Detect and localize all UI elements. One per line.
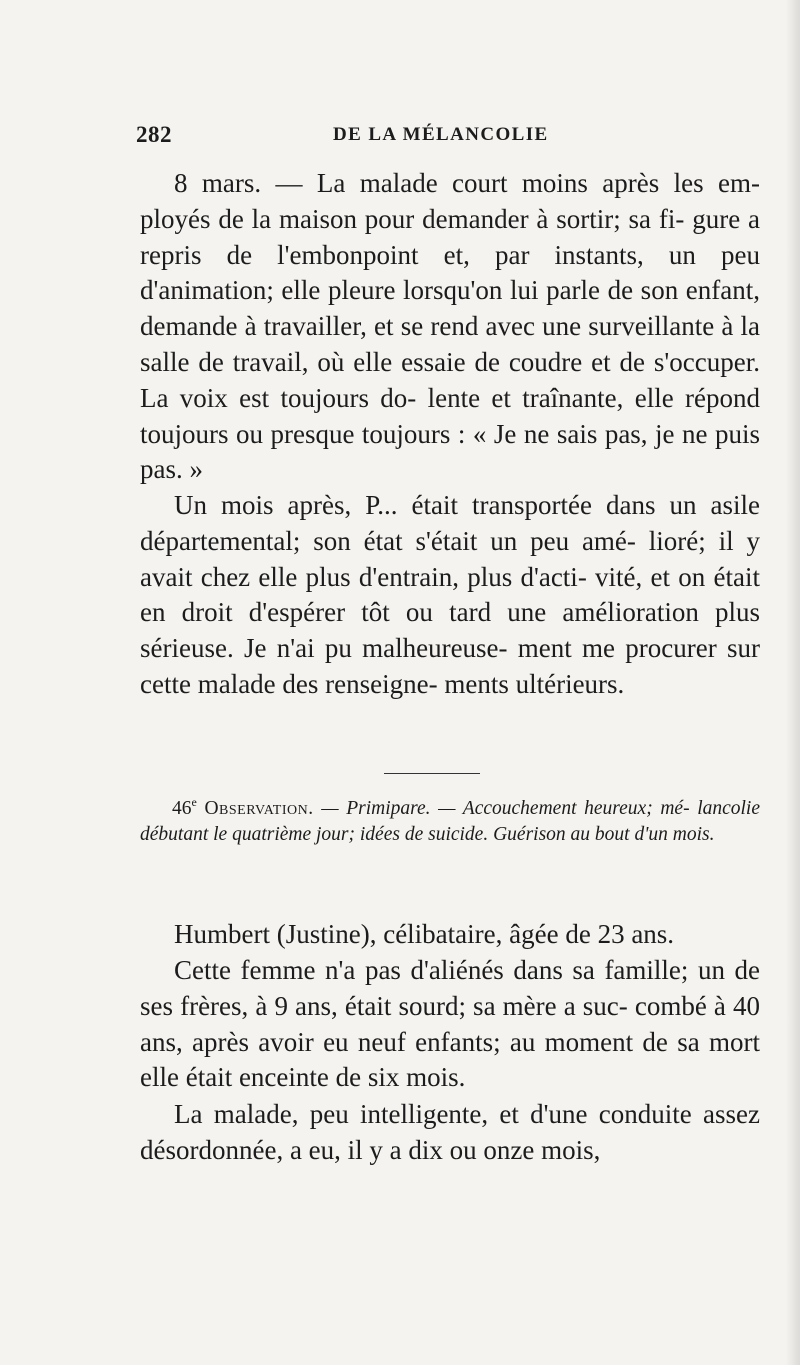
paragraph-patient-conduct: La malade, peu intelligente, et d'une conduite assez désordonnée, a eu, il y a dix ou onze mois,	[140, 1099, 760, 1165]
paragraph-patient-identity: Humbert (Justine), célibataire, âgée de 23 ans.	[174, 919, 675, 949]
page-header	[136, 122, 756, 154]
paragraph-family-history: Cette femme n'a pas d'aliénés dans sa famille; un de ses frères, à 9 ans, était sourd; sa mère a suc- combé à 40 ans, après avoir eu neuf enfants; au moment de sa mort elle était enceinte de six mois.	[140, 955, 760, 1093]
running-title: DE LA MÉLANCOLIE	[333, 124, 549, 145]
paragraph-one-month-later: Un mois après, P... était transportée dans un asile départemental; son état s'était un peu amé- lioré; il y avait chez elle plus d'entrain, plus d'acti- vité, et on était en droit d'espérer tôt ou tard une amélioration plus sérieuse. Je n'ai pu malheureuse- ment me procurer sur cette malade des renseigne- ments ultérieurs.	[140, 490, 760, 699]
page-number: 282	[136, 122, 172, 147]
observation-number: 46	[172, 798, 192, 819]
observation-summary: — Primipare. — Accouchement heureux; mé- lancolie débutant le quatrième jour; idées de suicide. Guérison au bout d'un mois.	[140, 798, 761, 845]
observation-label: Observation.	[204, 798, 314, 819]
section-divider	[384, 773, 480, 774]
page-edge-shadow	[786, 0, 800, 1365]
paragraph-march-8: 8 mars. — La malade court moins après les em- ployés de la maison pour demander à sortir; sa fi- gure a repris de l'embonpoint et, par instants, un peu d'animation; elle pleure lorsqu'on lui parle de son enfant, demande à travailler, et se rend avec une surveillante à la salle de travail, où elle essaie de coudre et de s'occuper. La voix est toujours do- lente et traînante, elle répond toujours ou presque toujours : « Je ne sais pas, je ne puis pas. »	[140, 168, 760, 485]
observation-number-suffix: e	[191, 795, 197, 809]
observation-heading	[140, 796, 760, 847]
